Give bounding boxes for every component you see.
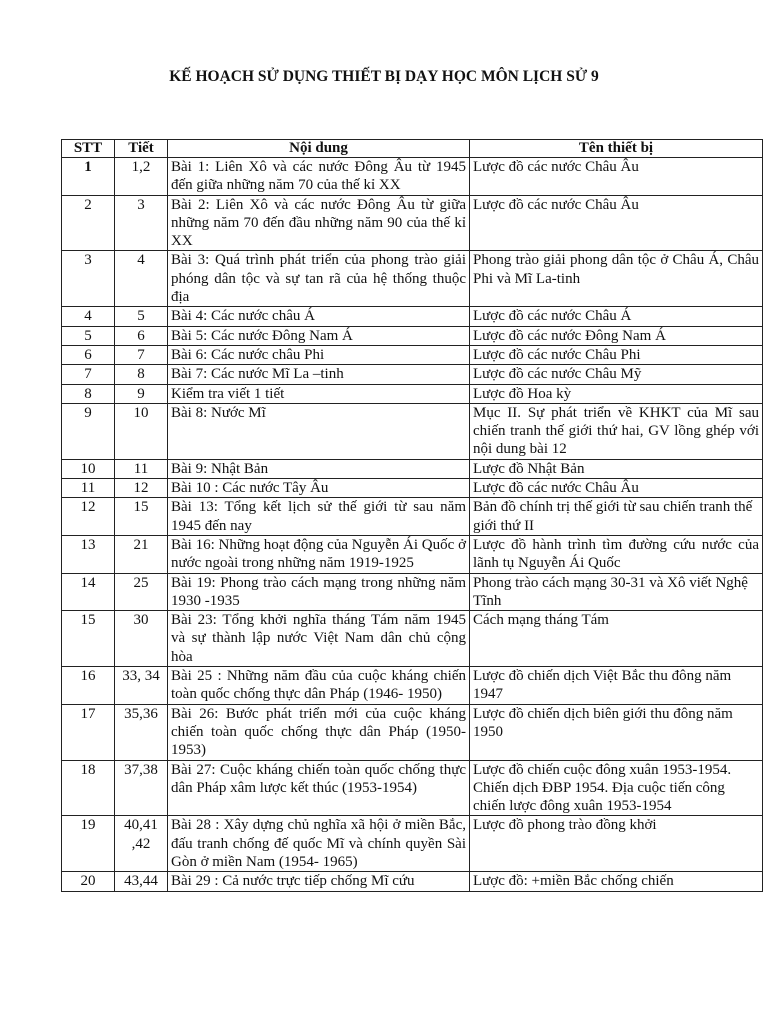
header-thiet-bi: Tên thiết bị [470, 140, 763, 158]
table-row [62, 704, 763, 760]
cell-stt: 12 [62, 498, 115, 536]
cell-stt: 16 [62, 667, 115, 705]
cell-stt: 14 [62, 573, 115, 611]
cell-noi-dung: Bài 5: Các nước Đông Nam Á [168, 326, 470, 345]
cell-stt: 18 [62, 760, 115, 816]
table-row [62, 535, 763, 573]
cell-stt: 13 [62, 535, 115, 573]
cell-stt: 7 [62, 365, 115, 384]
cell-thiet-bi: Lược đồ phong trào đồng khởi [470, 816, 763, 872]
cell-thiet-bi: Lược đồ các nước Châu Á [470, 307, 763, 326]
cell-thiet-bi: Lược đồ chiến dịch Việt Bắc thu đông năm 1947 [470, 667, 763, 705]
cell-noi-dung: Bài 9: Nhật Bản [168, 459, 470, 478]
cell-thiet-bi: Mục II. Sự phát triển về KHKT của Mĩ sau chiến tranh thế giới thứ hai, GV lồng ghép với nội dung bài 12 [470, 403, 763, 459]
header-stt: STT [62, 140, 115, 158]
cell-tiet: 3 [115, 195, 168, 251]
cell-noi-dung: Bài 10 : Các nước Tây Âu [168, 479, 470, 498]
cell-thiet-bi: Lược đồ các nước Châu Âu [470, 479, 763, 498]
cell-noi-dung: Bài 3: Quá trình phát triển của phong trào giải phóng dân tộc và sự tan rã của hệ thống thuộc địa [168, 251, 470, 307]
cell-stt: 4 [62, 307, 115, 326]
table-row [62, 667, 763, 705]
cell-thiet-bi: Lược đồ hành trình tìm đường cứu nước của lãnh tụ Nguyễn Ái Quốc [470, 535, 763, 573]
cell-tiet: 12 [115, 479, 168, 498]
cell-tiet: 37,38 [115, 760, 168, 816]
table-row [62, 326, 763, 345]
cell-noi-dung: Bài 6: Các nước châu Phi [168, 345, 470, 364]
cell-tiet: 6 [115, 326, 168, 345]
cell-stt: 20 [62, 872, 115, 891]
table-row [62, 384, 763, 403]
cell-stt: 1 [62, 158, 115, 196]
cell-thiet-bi: Lược đồ các nước Châu Âu [470, 158, 763, 196]
table-row [62, 251, 763, 307]
cell-tiet: 4 [115, 251, 168, 307]
table-row [62, 479, 763, 498]
cell-thiet-bi: Phong trào cách mạng 30-31 và Xô viết Nghệ Tĩnh [470, 573, 763, 611]
table-row [62, 365, 763, 384]
cell-tiet: 5 [115, 307, 168, 326]
cell-thiet-bi: Lược đồ: +miền Bắc chống chiến [470, 872, 763, 891]
cell-tiet: 15 [115, 498, 168, 536]
cell-stt: 5 [62, 326, 115, 345]
cell-thiet-bi: Lược đồ các nước Đông Nam Á [470, 326, 763, 345]
cell-noi-dung: Bài 2: Liên Xô và các nước Đông Âu từ giữa những năm 70 đến đầu những năm 90 của thế kỉ XX [168, 195, 470, 251]
table-row [62, 498, 763, 536]
cell-thiet-bi: Lược đồ các nước Châu Phi [470, 345, 763, 364]
cell-tiet: 7 [115, 345, 168, 364]
cell-noi-dung: Bài 26: Bước phát triển mới của cuộc kháng chiến toàn quốc chống thực dân Pháp (1950- 1953) [168, 704, 470, 760]
table-row [62, 345, 763, 364]
cell-tiet: 1,2 [115, 158, 168, 196]
cell-thiet-bi: Cách mạng tháng Tám [470, 611, 763, 667]
cell-tiet: 33, 34 [115, 667, 168, 705]
cell-tiet: 43,44 [115, 872, 168, 891]
cell-stt: 19 [62, 816, 115, 872]
cell-tiet: 40,41 ,42 [115, 816, 168, 872]
table-header-row [62, 140, 763, 158]
cell-tiet: 30 [115, 611, 168, 667]
page-title: KẾ HOẠCH SỬ DỤNG THIẾT BỊ DẠY HỌC MÔN LỊCH SỬ 9 [169, 68, 599, 85]
table-row [62, 307, 763, 326]
cell-thiet-bi: Lược đồ các nước Châu Mỹ [470, 365, 763, 384]
equipment-plan-table [61, 139, 763, 892]
table-row [62, 573, 763, 611]
cell-tiet: 35,36 [115, 704, 168, 760]
cell-thiet-bi: Bản đồ chính trị thế giới từ sau chiến tranh thế giới thứ II [470, 498, 763, 536]
cell-noi-dung: Bài 27: Cuộc kháng chiến toàn quốc chống thực dân Pháp xâm lược kết thúc (1953-1954) [168, 760, 470, 816]
cell-stt: 3 [62, 251, 115, 307]
cell-tiet: 11 [115, 459, 168, 478]
cell-thiet-bi: Lược đồ Hoa kỳ [470, 384, 763, 403]
cell-noi-dung: Kiểm tra viết 1 tiết [168, 384, 470, 403]
cell-stt: 10 [62, 459, 115, 478]
table-row [62, 816, 763, 872]
cell-stt: 2 [62, 195, 115, 251]
table-row [62, 158, 763, 196]
header-noi-dung: Nội dung [168, 140, 470, 158]
cell-noi-dung: Bài 7: Các nước Mĩ La –tinh [168, 365, 470, 384]
cell-tiet: 8 [115, 365, 168, 384]
cell-tiet: 10 [115, 403, 168, 459]
cell-noi-dung: Bài 13: Tổng kết lịch sử thế giới từ sau năm 1945 đến nay [168, 498, 470, 536]
cell-tiet: 9 [115, 384, 168, 403]
cell-noi-dung: Bài 1: Liên Xô và các nước Đông Âu từ 1945 đến giữa những năm 70 của thế kỉ XX [168, 158, 470, 196]
cell-thiet-bi: Lược đồ Nhật Bản [470, 459, 763, 478]
table-row [62, 760, 763, 816]
cell-stt: 6 [62, 345, 115, 364]
header-tiet: Tiết [115, 140, 168, 158]
cell-tiet: 25 [115, 573, 168, 611]
cell-noi-dung: Bài 29 : Cả nước trực tiếp chống Mĩ cứu [168, 872, 470, 891]
table-row [62, 403, 763, 459]
cell-noi-dung: Bài 4: Các nước châu Á [168, 307, 470, 326]
cell-noi-dung: Bài 25 : Những năm đầu của cuộc kháng chiến toàn quốc chống thực dân Pháp (1946- 1950) [168, 667, 470, 705]
cell-noi-dung: Bài 8: Nước Mĩ [168, 403, 470, 459]
cell-thiet-bi: Lược đồ chiến cuộc đông xuân 1953-1954. Chiến dịch ĐBP 1954. Địa cuộc tiến công chiến lược đông xuân 1953-1954 [470, 760, 763, 816]
cell-noi-dung: Bài 28 : Xây dựng chủ nghĩa xã hội ở miền Bắc, đấu tranh chống đế quốc Mĩ và chính quyền Sài Gòn ở miền Nam (1954- 1965) [168, 816, 470, 872]
cell-tiet: 21 [115, 535, 168, 573]
cell-stt: 11 [62, 479, 115, 498]
cell-stt: 17 [62, 704, 115, 760]
cell-thiet-bi: Lược đồ chiến dịch biên giới thu đông năm 1950 [470, 704, 763, 760]
cell-stt: 9 [62, 403, 115, 459]
cell-noi-dung: Bài 19: Phong trào cách mạng trong những năm 1930 -1935 [168, 573, 470, 611]
cell-thiet-bi: Lược đồ các nước Châu Âu [470, 195, 763, 251]
cell-thiet-bi: Phong trào giải phong dân tộc ở Châu Á, Châu Phi và Mĩ La-tinh [470, 251, 763, 307]
table-row [62, 195, 763, 251]
cell-stt: 8 [62, 384, 115, 403]
cell-stt: 15 [62, 611, 115, 667]
table-row [62, 459, 763, 478]
cell-noi-dung: Bài 23: Tổng khởi nghĩa tháng Tám năm 1945 và sự thành lập nước Việt Nam dân chủ cộng hòa [168, 611, 470, 667]
cell-noi-dung: Bài 16: Những hoạt động của Nguyễn Ái Quốc ở nước ngoài trong những năm 1919-1925 [168, 535, 470, 573]
table-row [62, 872, 763, 891]
table-row [62, 611, 763, 667]
